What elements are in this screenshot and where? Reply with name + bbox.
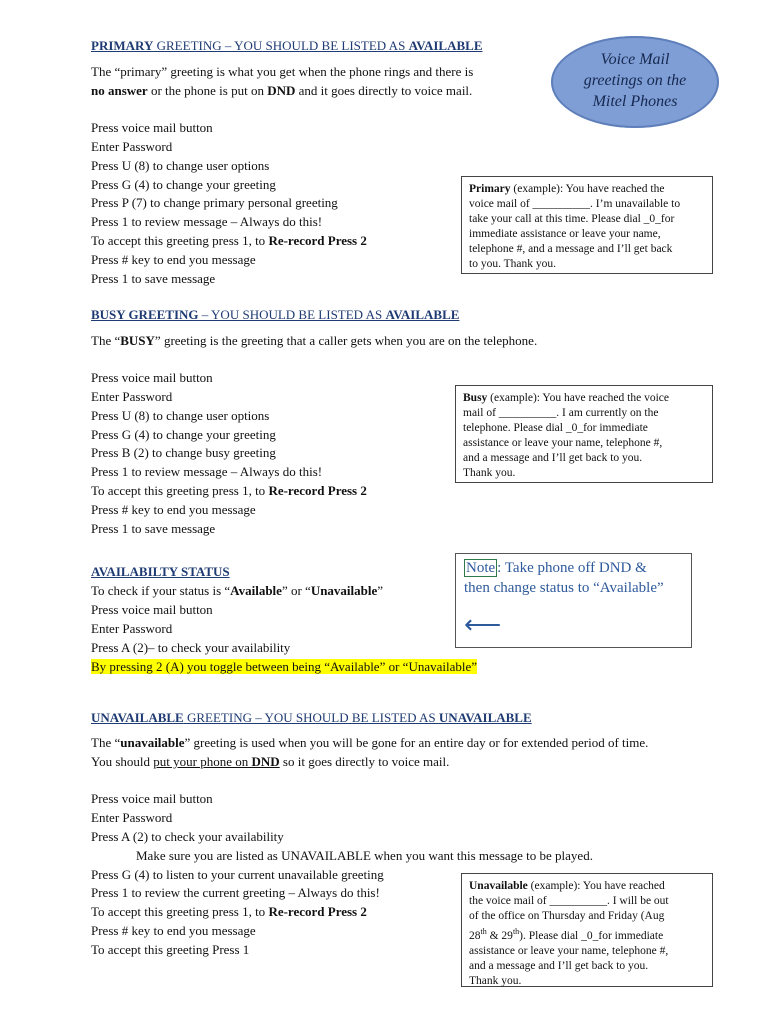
busy-step: Press 1 to save message	[91, 521, 216, 536]
unavailable-heading: UNAVAILABLE GREETING – YOU SHOULD BE LISTED AS UNAVAILABLE	[91, 710, 532, 725]
unavailable-step: Press # key to end you message	[91, 923, 256, 938]
note-label: Note	[466, 560, 496, 576]
unavailable-step: Press A (2) to check your availability	[91, 829, 284, 844]
availability-step: Enter Password	[91, 621, 173, 636]
busy-step: Press 1 to review message – Always do this!	[91, 464, 323, 479]
example-label: Primary	[469, 183, 511, 195]
availability-toggle: By pressing 2 (A) you toggle between being “Available” or “Unavailable”	[91, 659, 478, 674]
unavailable-step: Press G (4) to listen to your current unavailable greeting	[91, 867, 384, 882]
unavailable-example-box: Unavailable (example): You have reached the voice mail of __________. I will be out of the office on Thursday and Friday (Aug 28th & 29th). Please dial _0_for immediate assistance or leave your name, telephone #, and a message and I’ll get back to you. Thank you.	[461, 873, 713, 987]
primary-step: Press P (7) to change primary personal greeting	[91, 195, 338, 210]
primary-step: Press 1 to save message	[91, 271, 216, 286]
busy-step: Press # key to end you message	[91, 502, 256, 517]
busy-desc: The “BUSY” greeting is the greeting that a caller gets when you are on the telephone.	[91, 333, 538, 348]
primary-step: Press 1 to review message – Always do this!	[91, 214, 323, 229]
busy-step: Enter Password	[91, 389, 173, 404]
unavailable-step: Press 1 to review the current greeting – Always do this!	[91, 885, 380, 900]
busy-step: Press G (4) to change your greeting	[91, 427, 276, 442]
availability-heading: AVAILABILTY STATUS	[91, 564, 230, 579]
unavailable-make-sure: Make sure you are listed as UNAVAILABLE when you want this message to be played.	[136, 848, 593, 863]
busy-step: Press B (2) to change busy greeting	[91, 445, 276, 460]
primary-step: Press G (4) to change your greeting	[91, 177, 276, 192]
note-box	[455, 553, 692, 648]
availability-check: To check if your status is “Available” or “Unavailable”	[91, 583, 384, 598]
primary-step: Press U (8) to change user options	[91, 158, 270, 173]
primary-desc-2: no answer or the phone is put on DND and it goes directly to voice mail.	[91, 83, 473, 98]
primary-step: Press # key to end you message	[91, 252, 256, 267]
unavailable-step: Press voice mail button	[91, 791, 213, 806]
availability-step: Press A (2)– to check your availability	[91, 640, 291, 655]
oval-line-1: Voice Mail	[600, 51, 670, 68]
availability-step: Press voice mail button	[91, 602, 213, 617]
title-oval	[551, 36, 719, 128]
primary-accept: To accept this greeting press 1, to Re-record Press 2	[91, 233, 367, 248]
busy-step: Press U (8) to change user options	[91, 408, 270, 423]
oval-line-3: Mitel Phones	[592, 93, 678, 110]
unavailable-step: To accept this greeting Press 1	[91, 942, 250, 957]
primary-step: Press voice mail button	[91, 120, 213, 135]
primary-heading: PRIMARY GREETING – YOU SHOULD BE LISTED AS AVAILABLE	[91, 38, 483, 53]
primary-desc-1: The “primary” greeting is what you get when the phone rings and there is	[91, 64, 474, 79]
busy-heading: BUSY GREETING – YOU SHOULD BE LISTED AS AVAILABLE	[91, 307, 460, 322]
unavailable-desc-2: You should put your phone on DND so it goes directly to voice mail.	[91, 754, 450, 769]
busy-step: Press voice mail button	[91, 370, 213, 385]
unavailable-step: Enter Password	[91, 810, 173, 825]
unavailable-accept: To accept this greeting press 1, to Re-record Press 2	[91, 904, 367, 919]
primary-step: Enter Password	[91, 139, 173, 154]
example-label: Busy	[463, 392, 488, 404]
primary-example-box: Primary (example): You have reached the voice mail of __________. I’m unavailable to take your call at this time. Please dial _0_for immediate assistance or leave your name, telephone #, and a message and I’ll get back to you. Thank you.	[461, 176, 713, 274]
busy-example-box: Busy (example): You have reached the voice mail of __________. I am currently on the telephone. Please dial _0_for immediate assistance or leave your name, telephone #, and a message and I’ll get back to you. Thank you.	[455, 385, 713, 483]
oval-line-2: greetings on the	[583, 72, 687, 89]
note-line-2: then change status to “Available”	[464, 580, 664, 596]
unavailable-desc-1: The “unavailable” greeting is used when you will be gone for an entire day or for extended period of time.	[91, 735, 649, 750]
example-label: Unavailable	[469, 880, 528, 892]
left-arrow-icon: ⟵	[464, 610, 502, 639]
note-line-1: Note : Take phone off DND &	[466, 560, 647, 576]
busy-accept: To accept this greeting press 1, to Re-record Press 2	[91, 483, 367, 498]
